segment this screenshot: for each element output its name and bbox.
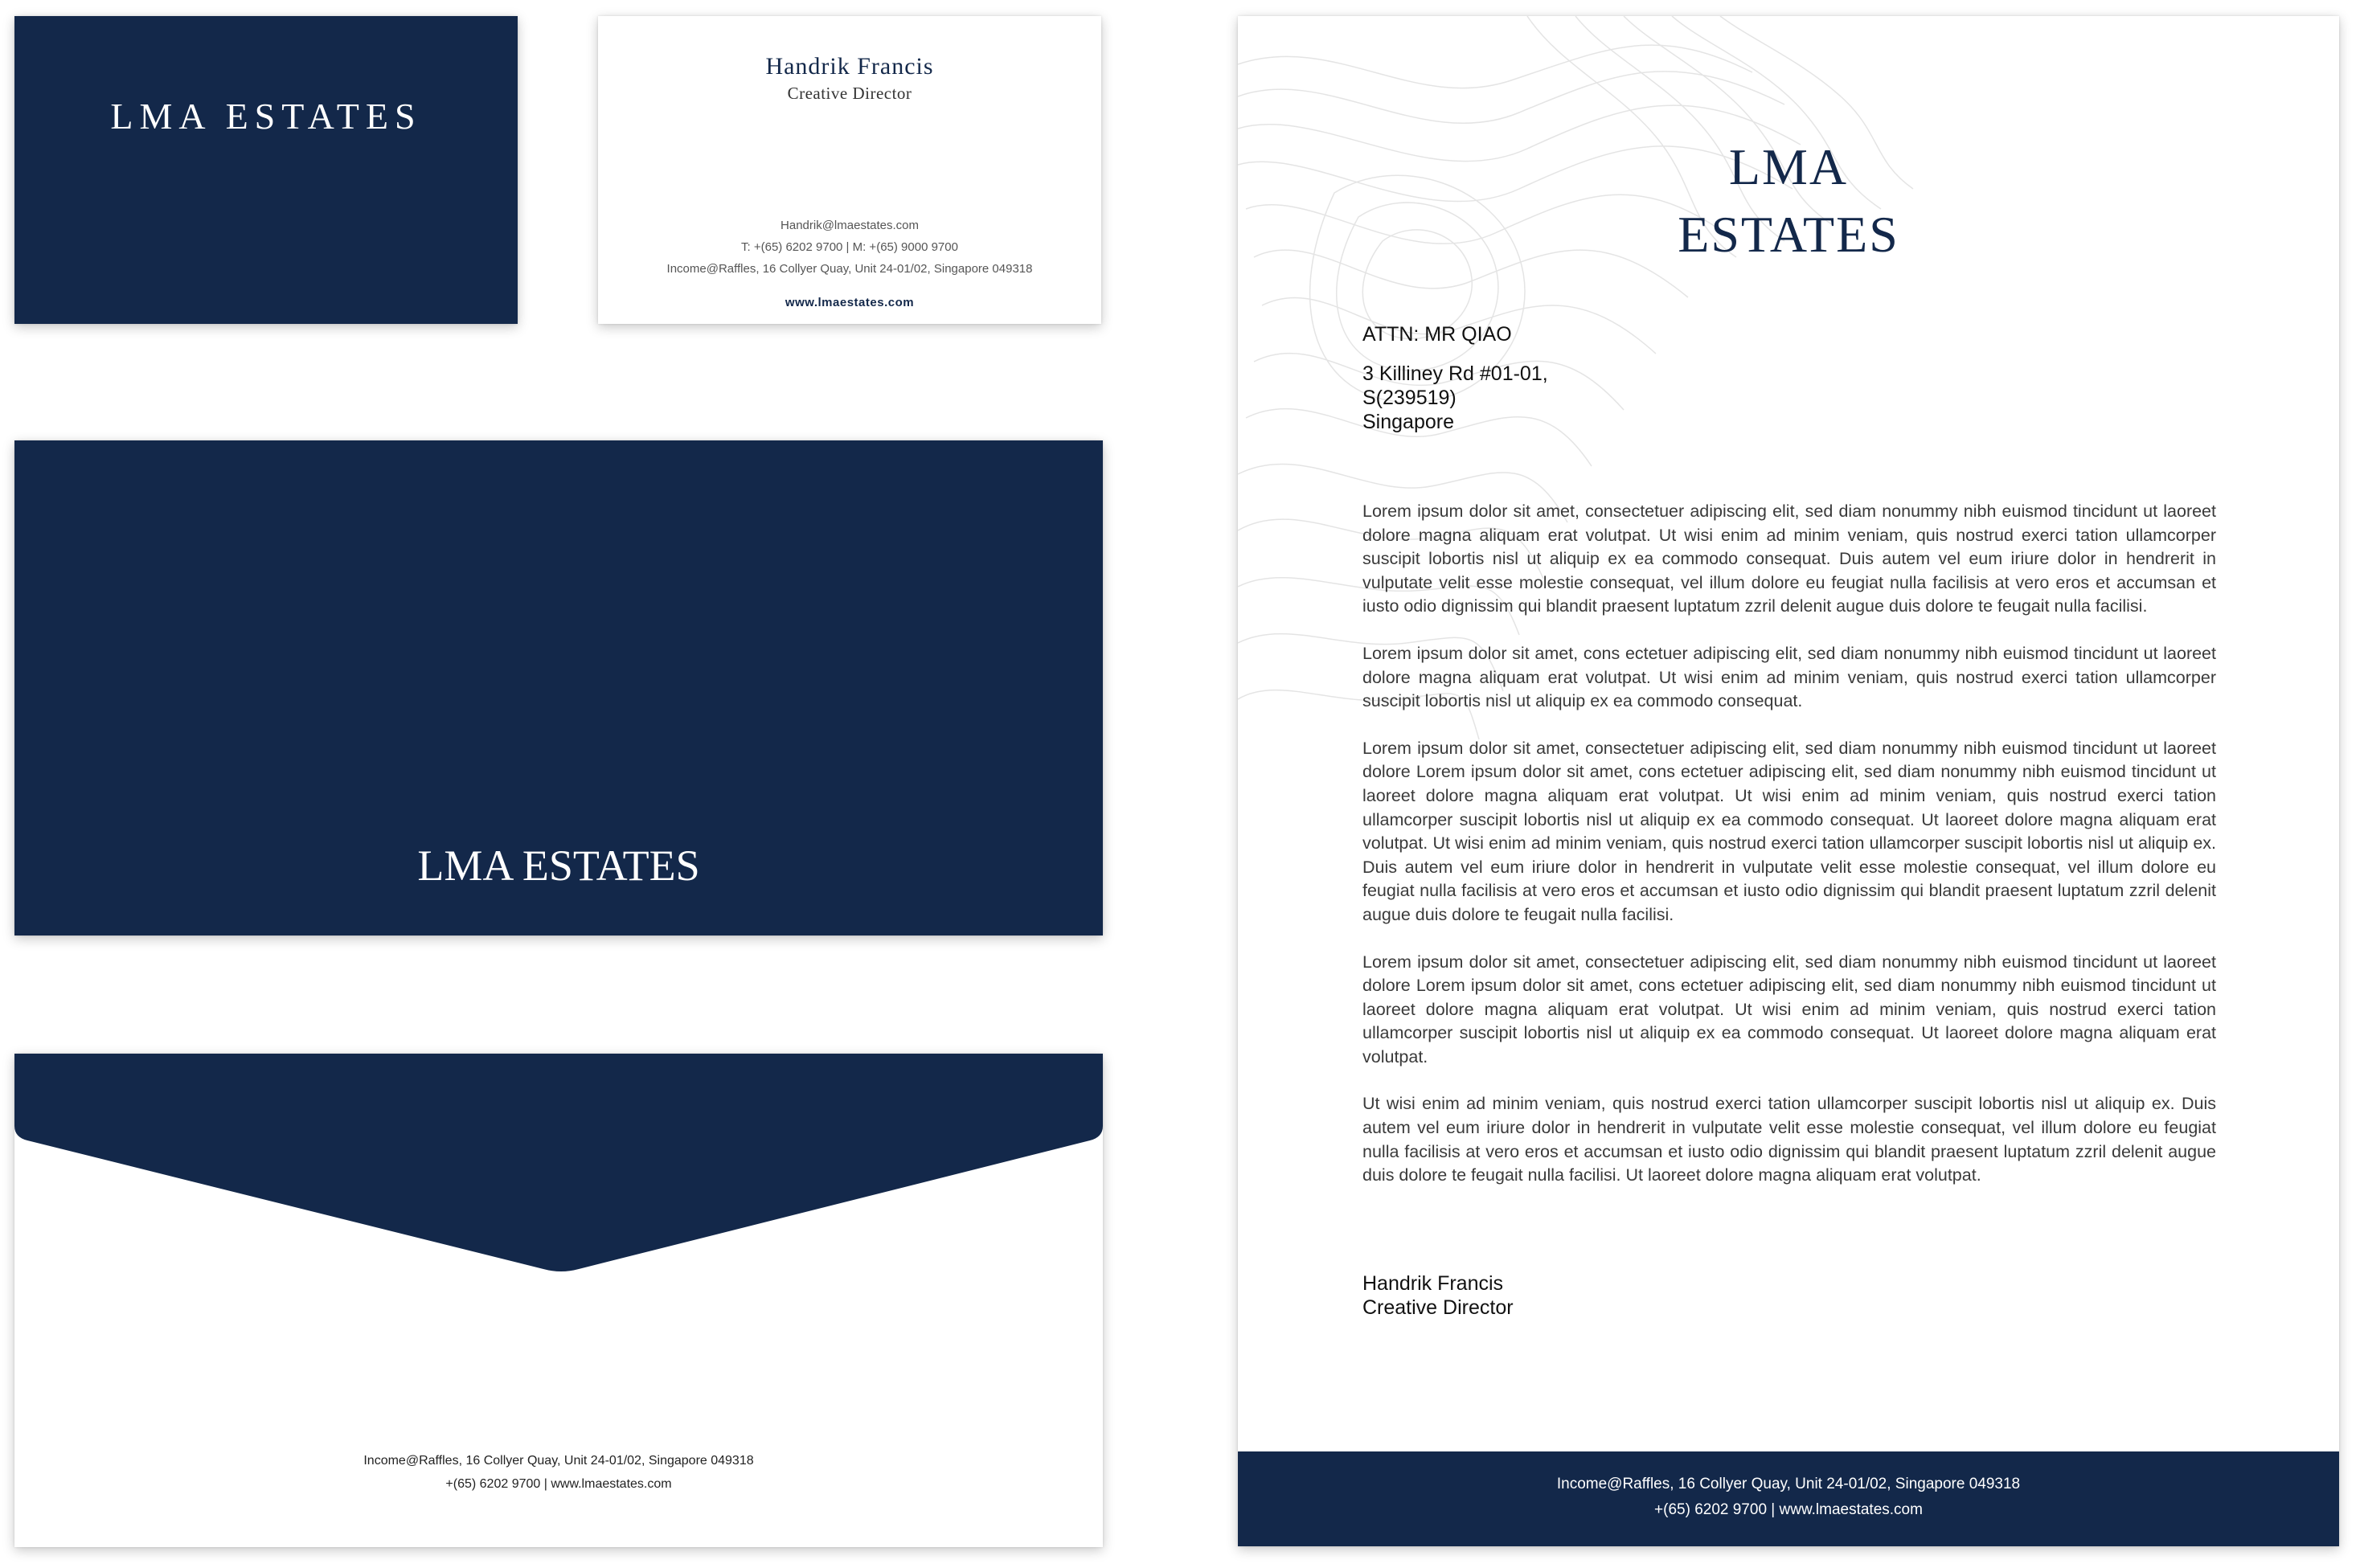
card-phones: T: +(65) 6202 9700 | M: +(65) 9000 9700 (741, 240, 958, 254)
envelope (14, 1054, 1103, 1547)
card-title: Creative Director (787, 84, 912, 103)
letterhead-logo (1238, 133, 2339, 268)
body-paragraph: Lorem ipsum dolor sit amet, consectetuer adipiscing elit, sed diam nonummy nibh euismod tincidunt ut laoreet dolore Lorem ipsum dolor sit amet, cons ectetuer adipiscing elit, sed diam nonummy nibh euismod tincidunt ut laoreet dolore magna aliquam erat volutpat. Ut wisi enim ad minim veniam, quis nostrud exerci tation ullamcorper suscipit lobortis nisl ut aliquip ex ea commodo consequat. Ut laoreet dolore magna aliquam erat volutpat. (1362, 952, 2216, 1066)
presentation-folder (14, 440, 1103, 935)
body-paragraph: Lorem ipsum dolor sit amet, cons ectetuer adipiscing elit, sed diam nonummy nibh euismod tincidunt ut laoreet dolore magna aliquam erat volutpat. Ut wisi enim ad minim veniam, quis nostrud exerci tation ullamcorper suscipit lobortis nisl ut aliquip ex ea commodo consequat. (1362, 643, 2216, 711)
letterhead (1238, 16, 2339, 1546)
envelope-flap (14, 1054, 1103, 1547)
envelope-contact: +(65) 6202 9700 | www.lmaestates.com (445, 1477, 672, 1491)
brand-logo: LMA ESTATES (110, 96, 422, 137)
folder-logo: LMA ESTATES (417, 841, 700, 890)
logo-line-1: LMA (1728, 138, 1849, 195)
card-email: Handrik@lmaestates.com (781, 219, 919, 232)
body-paragraph: Ut wisi enim ad minim veniam, quis nostrud exerci tation ullamcorper suscipit lobortis nisl ut aliquip ex. Duis autem vel eum iriure dolor in hendrerit in vulputate velit esse molestie consequat, vel illum dolore eu feugiat nulla facilisis at vero eros et accumsan et iusto odio dignissim qui blandit praesent luptatum zzril delenit augue duis dolore te feugait nulla facilisi. Ut laoreet dolore magna aliquam erat volutpat. (1362, 1094, 2216, 1185)
signature-name: Handrik Francis (1362, 1272, 1504, 1295)
address-line: Singapore (1362, 411, 1454, 433)
letterhead-footer (1238, 1451, 2339, 1546)
card-name: Handrik Francis (765, 53, 934, 80)
business-card-back (598, 16, 1101, 324)
attention-line: ATTN: MR QIAO (1362, 323, 1512, 346)
signature-block (1362, 1271, 1514, 1320)
envelope-address: Income@Raffles, 16 Collyer Quay, Unit 24-01/02, Singapore 049318 (363, 1454, 754, 1468)
card-address: Income@Raffles, 16 Collyer Quay, Unit 24-01/02, Singapore 049318 (666, 262, 1033, 276)
recipient-address (1362, 362, 1548, 434)
body-paragraph: Lorem ipsum dolor sit amet, consectetuer adipiscing elit, sed diam nonummy nibh euismod tincidunt ut laoreet dolore Lorem ipsum dolor sit amet, cons ectetuer adipiscing elit, sed diam nonummy nibh euismod tincidunt ut laoreet dolore magna aliquam erat volutpat. Ut wisi enim ad minim veniam, quis nostrud exerci tation ullamcorper suscipit lobortis nisl ut aliquip ex ea commodo consequat. Ut laoreet dolore magna aliquam erat volutpat. Ut wisi enim ad minim veniam, quis nostrud exerci tation ullamcorper suscipit lobortis nisl ut aliquip ex. Duis autem vel eum iriure dolor in hendrerit in vulputate velit esse molestie consequat, vel illum dolore eu feugiat nulla facilisis at vero eros et accumsan et iusto odio dignissim qui blandit praesent luptatum zzril delenit augue duis dolore te feugait nulla facilisi. (1362, 738, 2216, 924)
letter-body (1362, 500, 2216, 1211)
address-line: S(239519) (1362, 387, 1457, 409)
body-paragraph: Lorem ipsum dolor sit amet, consectetuer adipiscing elit, sed diam nonummy nibh euismod tincidunt ut laoreet dolore magna aliquam erat volutpat. Ut wisi enim ad minim veniam, quis nostrud exerci tation ullamcorper suscipit lobortis nisl ut aliquip ex ea commodo consequat. Duis autem vel eum iriure dolor in hendrerit in vulputate velit esse molestie consequat, vel illum dolore eu feugiat nulla facilisis at vero eros et accumsan et iusto odio dignissim qui blandit praesent luptatum zzril delenit augue duis dolore te feugait nulla facilisi. (1362, 502, 2216, 616)
logo-line-2: ESTATES (1678, 206, 1899, 263)
card-website: www.lmaestates.com (785, 296, 915, 309)
business-card-front (14, 16, 518, 324)
footer-contact: +(65) 6202 9700 | www.lmaestates.com (1654, 1501, 1923, 1518)
signature-title: Creative Director (1362, 1296, 1514, 1319)
address-line: 3 Killiney Rd #01-01, (1362, 362, 1548, 385)
footer-address: Income@Raffles, 16 Collyer Quay, Unit 24-01/02, Singapore 049318 (1556, 1476, 2021, 1492)
